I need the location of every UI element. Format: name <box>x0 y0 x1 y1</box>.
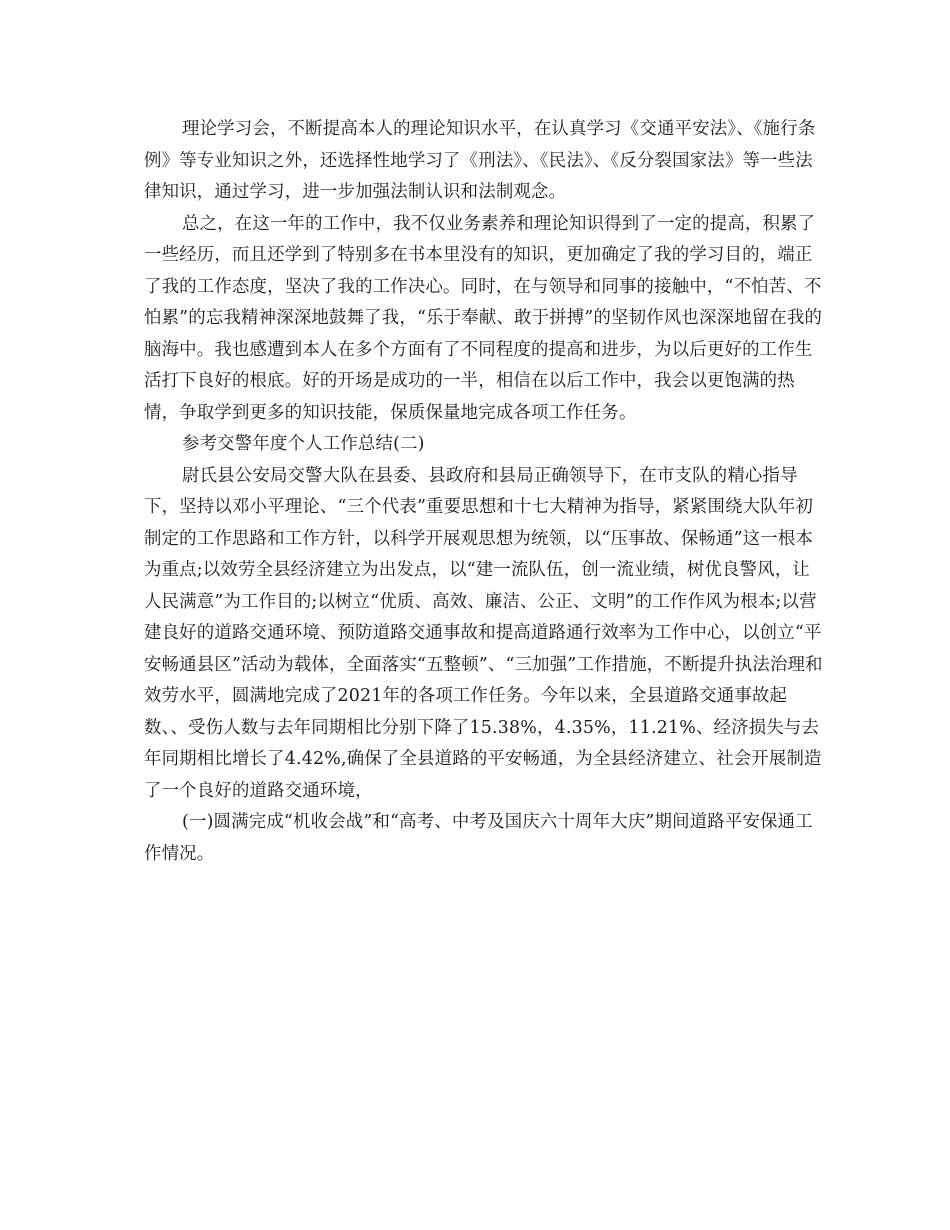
paragraph-theory-study: 理论学习会，不断提高本人的理论知识水平，在认真学习《交通平安法》、《施行条例》等专业知识之外，还选择性地学习了《刑法》、《民法》、《反分裂国家法》等一些法律知识，通过学习，进一步加强法制认识和法制观念。 <box>144 119 816 202</box>
subsection-heading: (一)圆满完成“机收会战”和“高考、中考及国庆六十周年大庆”期间道路平安保通工作情况。 <box>144 812 813 864</box>
section-heading: 参考交警年度个人工作总结(二) <box>182 434 425 454</box>
paragraph-brigade-overview: 尉氏县公安局交警大队在县委、县政府和县局正确领导下，在市支队的精心指导下，坚持以邓小平理论、“三个代表”重要思想和十七大精神为指导，紧紧围绕大队年初制定的工作思路和工作方针，以科学开展观思想为统领，以“压事故、保畅通”这一根本为重点;以效劳全县经济建立为出发点，以“建一流队伍，创一流业绩，树优良警风，让人民满意”为工作目的;以树立“优质、高效、廉洁、公正、文明”的工作作风为根本;以营建良好的道路交通环境、预防道路交通事故和提高道路通行效率为工作中心，以创立“平安畅通县区”活动为载体，全面落实“五整顿”、“三加强”工作措施，不断提升执法治理和效劳水平，圆满地完成了2021年的各项工作任务。今年以来，全县道路交通事故起数、、受伤人数与去年同期相比分别下降了15.38%，4.35%，11.21%、经济损失与去年同期相比增长了4.42%,确保了全县道路的平安畅通，为全县经济建立、社会开展制造了一个良好的道路交通环境， <box>144 465 823 801</box>
paragraph-summary: 总之，在这一年的工作中，我不仅业务素养和理论知识得到了一定的提高，积累了一些经历，而且还学到了特别多在书本里没有的知识，更加确定了我的学习目的，端正了我的工作态度，坚决了我的工作决心。同时，在与领导和同事的接触中，“不怕苦、不怕累”的忘我精神深深地鼓舞了我，“乐于奉献、敢于拼搏”的坚韧作风也深深地留在我的脑海中。我也感遭到本人在多个方面有了不同程度的提高和进步，为以后更好的工作生活打下良好的根底。好的开场是成功的一半，相信在以后工作中，我会以更饱满的热情，争取学到更多的知识技能，保质保量地完成各项工作任务。 <box>144 213 823 423</box>
